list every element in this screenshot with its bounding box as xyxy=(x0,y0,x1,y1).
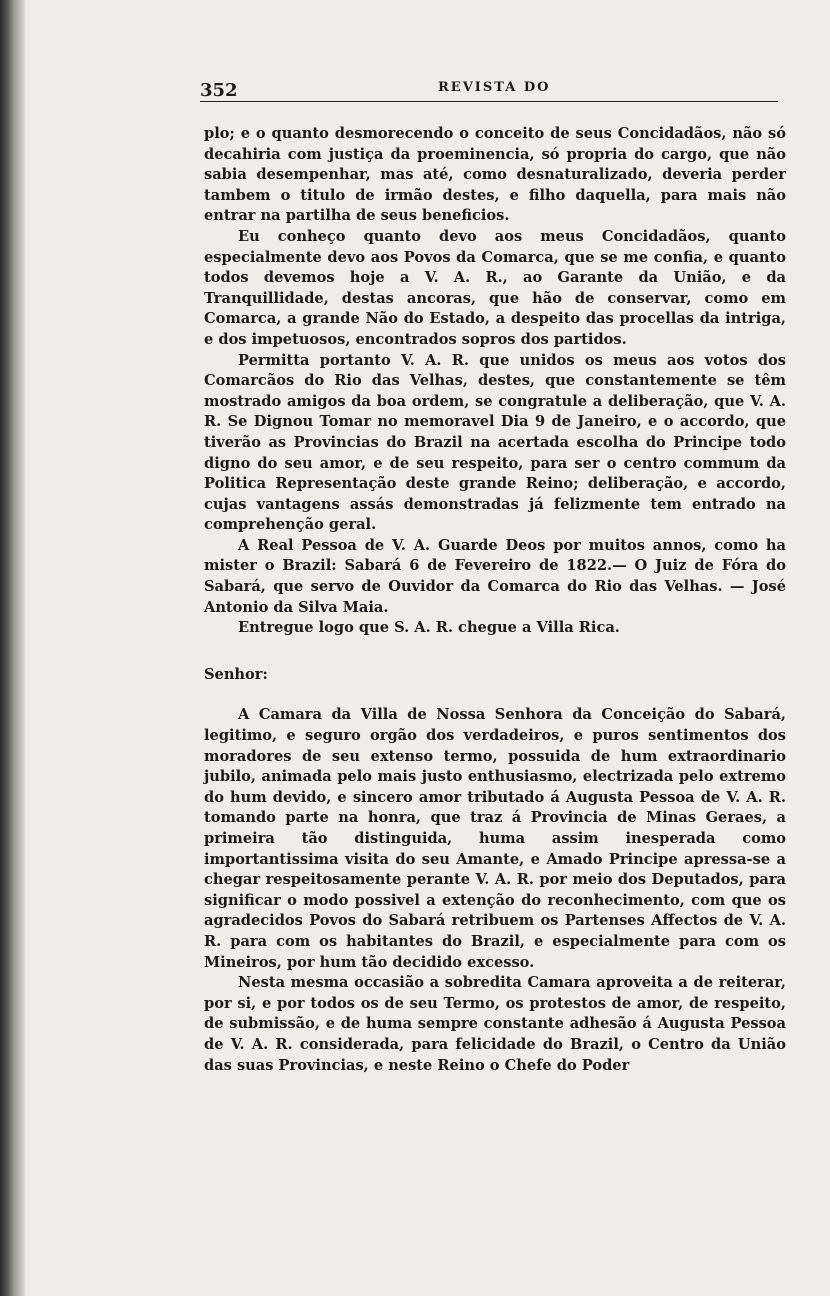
page-number: 352 xyxy=(200,80,238,101)
paragraph: Entregue logo que S. A. R. chegue a Villa Rica. xyxy=(238,619,620,637)
running-head: REVISTA DO xyxy=(438,80,551,95)
paragraph: plo; e o quanto desmorecendo o conceito de seus Concidadãos, não só decahiria com justiça da proeminencia, só propria do cargo, que não sabia desempenhar, mas até, como desnaturalizado, deveria perder tambem o titulo de irmão destes, e filho daquella, para mais não entrar na partilha de seus beneficios. xyxy=(204,125,786,225)
page-header xyxy=(200,78,780,102)
paragraph: A Camara da Villa de Nossa Senhora da Conceição do Sabará, legitimo, e seguro orgão dos verdadeiros, e puros sentimentos dos moradores de seu extenso termo, possuida de hum extraordinario jubilo, animada pelo mais justo enthusiasmo, electrizada pelo extremo do hum devido, e sincero amor tributado á Augusta Pessoa de V. A. R. tomando parte na honra, que traz á Provincia de Minas Geraes, a primeira tão distinguida, huma assim inesperada como importantissima visita do seu Amante, e Amado Principe apressa-se a chegar respeitosamente perante V. A. R. por meio dos Deputados, para significar o modo possivel a extenção do reconhecimento, com que os agradecidos Povos do Sabará retribuem os Partenses Affectos de V. A. R. para com os habitantes do Brazil, e especialmente para com os Mineiros, por hum tão decidido excesso. xyxy=(204,706,786,971)
page-binding-edge xyxy=(0,0,26,1296)
body-text xyxy=(204,124,786,1076)
paragraph: A Real Pessoa de V. A. Guarde Deos por muitos annos, como ha mister o Brazil: Sabará 6 de Fevereiro de 1822.— O Juiz de Fóra do Sabará, que servo de Ouvidor da Comarca do Rio das Velhas. — José Antonio da Silva Maia. xyxy=(204,536,786,616)
paragraph: Permitta portanto V. A. R. que unidos os meus aos votos dos Comarcãos do Rio das Velhas, destes, que constantemente se têm mostrado amigos da boa ordem, se congratule a deliberação, que V. A. R. Se Dignou Tomar no memoravel Dia 9 de Janeiro, e o accordo, que tiverão as Provincias do Brazil na acertada escolha do Principe todo digno do seu amor, e de seu respeito, para ser o centro commum da Politica Representação deste grande Reino; deliberação, e accordo, cujas vantagens assás demonstradas já felizmente tem entrado na comprehenção geral. xyxy=(204,351,786,534)
paragraph: Eu conheço quanto devo aos meus Concidadãos, quanto especialmente devo aos Povos da Comarca, que se me confia, e quanto todos devemos hoje a V. A. R., ao Garante da União, e da Tranquillidade, destas ancoras, que hão de conservar, como em Comarca, a grande Não do Estado, a despeito das procellas da intriga, e dos impetuosos, encontrados sopros dos partidos. xyxy=(204,227,786,348)
paragraph: Nesta mesma occasião a sobredita Camara aproveita a de reiterar, por si, e por todos os de seu Termo, os protestos de amor, de respeito, de submissão, e de huma sempre constante adhesão á Augusta Pessoa de V. A. R. considerada, para felicidade do Brazil, o Centro da União das suas Provincias, e neste Reino o Chefe do Poder xyxy=(204,974,786,1074)
header-rule xyxy=(200,101,778,102)
salutation: Senhor: xyxy=(204,665,268,683)
